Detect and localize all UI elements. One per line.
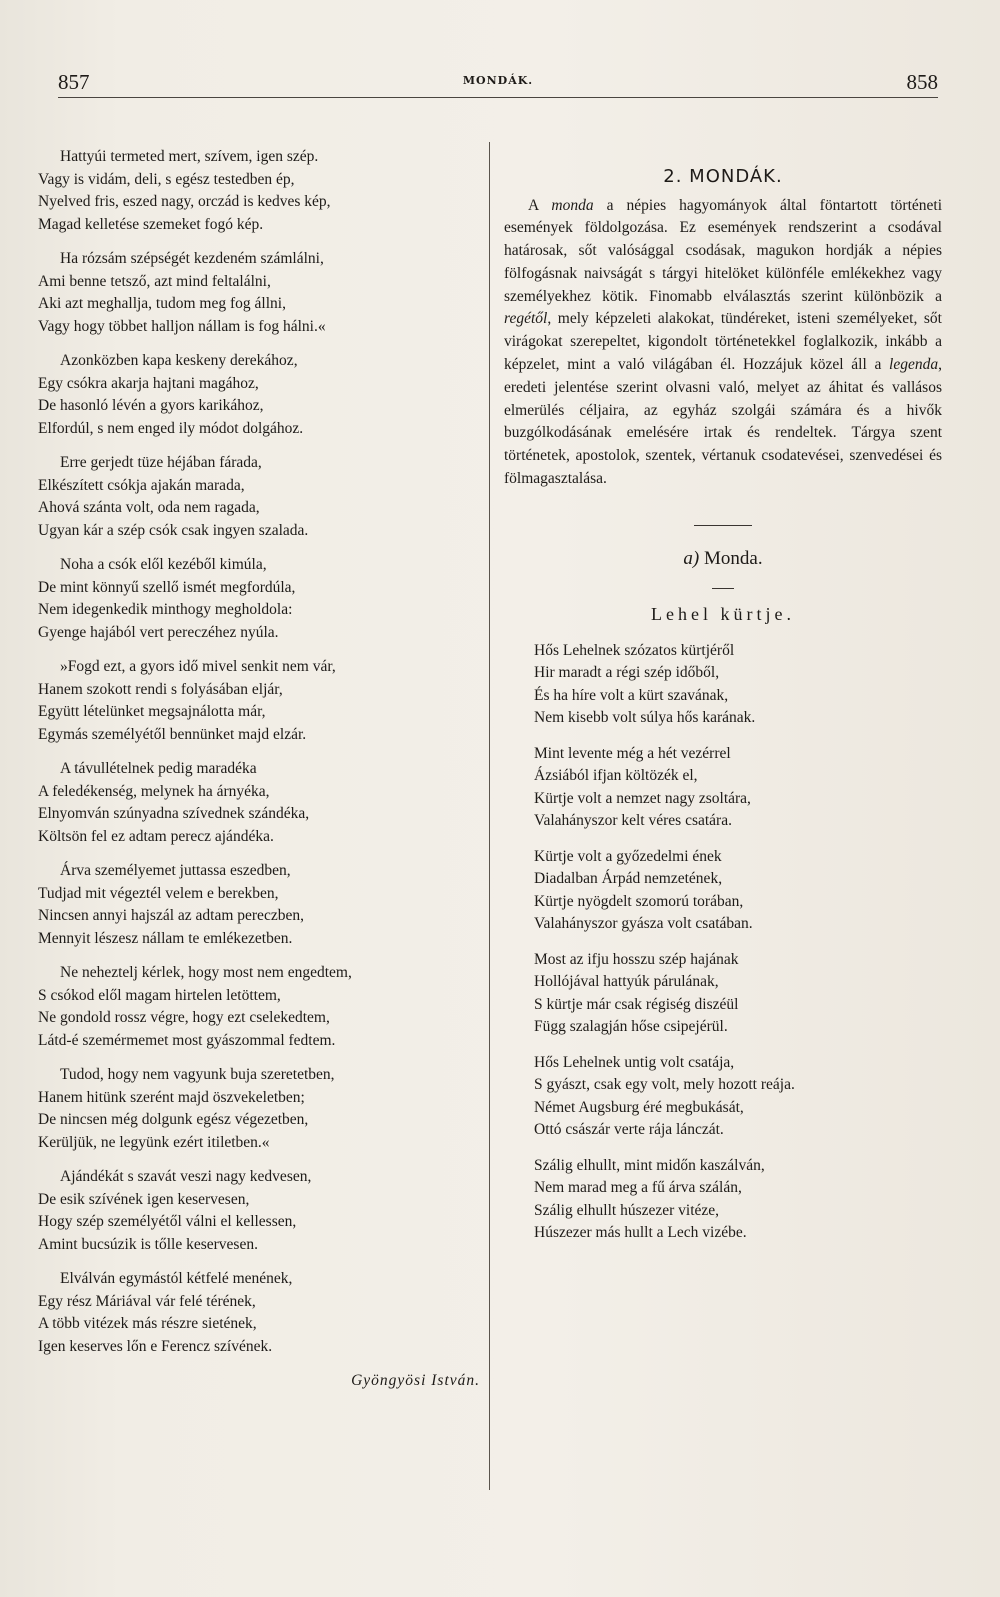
verse-line: Elkészített csókja ajakán marada, — [38, 476, 245, 494]
verse-line: Ne neheztelj kérlek, hogy most nem engedtem, — [60, 964, 352, 981]
verse-line: »Fogd ezt, a gyors idő mivel senkit nem vár, — [60, 658, 336, 675]
verse-line: Együtt lételünket megsajnálotta már, — [38, 703, 266, 720]
verse-line: Ottó császár verte rája lánczát. — [534, 1121, 724, 1139]
verse-line: Költsön fel ez adtam perecz ajándéka. — [38, 827, 274, 845]
stanza — [38, 146, 484, 236]
verse-line: Hattyúi termeted mert, szívem, igen szép. — [60, 148, 319, 165]
verse-line: Amint bucsúzik is tőlle keservesen. — [38, 1235, 258, 1253]
verse-line: A több vitézek más részre sietének, — [38, 1315, 257, 1332]
verse-line: Mennyit lészesz nállam te emlékezetben. — [38, 929, 293, 947]
verse-line: Hanem hitünk szerént majd öszvekeletben; — [38, 1088, 305, 1106]
stanza — [38, 860, 484, 950]
column-divider — [489, 142, 490, 1490]
stanza — [38, 758, 484, 848]
verse-line: Elnyomván szúnyadna szívednek szándéka, — [38, 805, 310, 822]
verse-line: Egy csókra akarja hajtani magához, — [38, 374, 259, 392]
verse-line: Látd-é szemérmemet most gyászommal fedtem. — [38, 1031, 336, 1049]
verse-line: Ázsiából ifjan költözék el, — [534, 767, 698, 785]
verse-line: Vagy is vidám, deli, s egész testedben ép, — [38, 170, 295, 188]
verse-line: Valahányszor gyásza volt csatában. — [534, 915, 753, 933]
verse-line: Egymás személyétől bennünket majd elzár. — [38, 725, 307, 743]
stanza — [534, 1155, 942, 1245]
verse-line: Szálig elhullt húszezer vitéze, — [534, 1201, 720, 1219]
stanza — [38, 1166, 484, 1256]
verse-line: S csókod elől magam hirtelen letöttem, — [38, 986, 281, 1004]
running-title: MONDÁK. — [462, 74, 534, 87]
left-column — [38, 146, 484, 1393]
subsection-divider — [712, 588, 734, 589]
verse-line: Ha rózsám szépségét kezdeném számlálni, — [60, 250, 324, 267]
verse-line: Húszezer más hullt a Lech vizébe. — [534, 1224, 747, 1242]
intro-text: A monda a népies hagyományok által föntartott történeti események földolgozása. Ez események rendszerint a csodával határosak, sőt valósággal csodásak, magukon hordják a népies fölfogásnak naivságát s tárgyi hitelöket különféle emlékekhez vagy személyekhez kötik. Finomabb elválasztás szerint különbözik a regétől, mely képzeleti alakokat, tündéreket, isteni személyeket, sőt virágokat szerepeltet, kigondolt történetekkel foglalkozik, inkább a képzelet, mint a való világában él. Hozzájuk közel áll a legenda, eredeti jelentése szerint olvasni való, melyet az áhitat és vallásos elmerülés céljaira, az egyház szolgái számára és a hivők buzgólkodásának emelésére irtak és rendeltek. Tárgya szent történetek, apostolok, szentek, vértanuk csodatevései, szenvedései és fölmagasztalása. — [504, 196, 943, 488]
verse-line: Nem marad meg a fű árva szálán, — [534, 1179, 742, 1197]
stanza — [534, 1052, 942, 1142]
verse-line: Hollójával hattyúk párulának, — [534, 973, 719, 991]
verse-line: Függ szalagján hőse csipejérül. — [534, 1018, 728, 1036]
intro-paragraph — [504, 195, 942, 491]
verse-line: Valahányszor kelt véres csatára. — [534, 812, 732, 830]
section-title: 2. MONDÁK. — [663, 166, 783, 187]
right-column — [504, 146, 942, 1258]
verse-line: Ne gondold rossz végre, hogy ezt cselekedtem, — [38, 1009, 330, 1026]
verse-line: Ahová szánta volt, oda nem ragada, — [38, 499, 260, 516]
verse-line: Hir maradt a régi szép időből, — [534, 664, 720, 682]
stanza — [38, 1268, 484, 1358]
page-number-left: 857 — [58, 70, 90, 94]
verse-line: Hős Lehelnek szózatos kürtjéről — [534, 641, 735, 659]
verse-line: Egy rész Máriával vár felé térének, — [38, 1292, 256, 1310]
poem-title: Lehel kürtje. — [651, 604, 795, 625]
right-poem — [504, 640, 942, 1245]
stanza — [534, 743, 942, 833]
verse-line: S gyászt, csak egy volt, mely hozott reája. — [534, 1076, 795, 1094]
verse-line: Tudod, hogy nem vagyunk buja szeretetben, — [60, 1066, 335, 1083]
subsection-label: a) — [683, 547, 700, 569]
verse-line: A távullételnek pedig maradéka — [60, 760, 257, 777]
verse-line: Most az ifju hosszu szép hajának — [534, 950, 739, 968]
verse-line: Hogy szép személyétől válni el kellessen, — [38, 1213, 297, 1230]
verse-line: Kürtje nyögdelt szomorú torában, — [534, 892, 744, 910]
verse-line: Noha a csók elől kezéből kimúla, — [60, 556, 267, 573]
page-number-right: 858 — [906, 70, 938, 94]
verse-line: A feledékenség, melynek ha árnyéka, — [38, 782, 270, 800]
stanza — [534, 640, 942, 730]
verse-line: Elválván egymástól kétfelé menének, — [60, 1270, 293, 1287]
verse-line: Ajándékát s szavát veszi nagy kedvesen, — [60, 1168, 312, 1185]
verse-line: Nem idegenkedik minthogy megholdola: — [38, 601, 293, 618]
verse-line: Aki azt meghallja, tudom meg fog állni, — [38, 295, 286, 312]
verse-line: Magad kelletése szemeket fogó kép. — [38, 215, 264, 233]
verse-line: De nincsen még dolgunk egész végezetben, — [38, 1111, 309, 1128]
verse-line: Ugyan kár a szép csók csak ingyen szalada. — [38, 521, 309, 539]
left-poem — [38, 146, 484, 1358]
verse-line: Nyelved fris, eszed nagy, orczád is kedves kép, — [38, 193, 331, 210]
subsection-heading — [504, 548, 942, 571]
verse-line: Hős Lehelnek untig volt csatája, — [534, 1053, 735, 1071]
page-header — [58, 62, 938, 102]
verse-line: S kürtje már csak régiség diszéül — [534, 995, 739, 1013]
verse-line: Német Augsburg éré megbukását, — [534, 1098, 744, 1116]
stanza — [38, 248, 484, 338]
verse-line: Vagy hogy többet halljon nállam is fog hálni.« — [38, 317, 326, 335]
stanza — [38, 350, 484, 440]
header-rule — [58, 97, 938, 98]
stanza — [38, 1064, 484, 1154]
stanza — [38, 656, 484, 746]
stanza — [534, 846, 942, 936]
verse-line: Kürtje volt a győzedelmi ének — [534, 847, 722, 865]
stanza — [534, 949, 942, 1039]
verse-line: Szálig elhullt, mint midőn kaszálván, — [534, 1156, 765, 1174]
author-signature: Gyöngyösi István. — [351, 1372, 480, 1389]
verse-line: És ha híre volt a kürt szavának, — [534, 686, 729, 704]
verse-line: Tudjad mit végeztél velem e berekben, — [38, 884, 279, 902]
verse-line: Árva személyemet juttassa eszedben, — [60, 862, 291, 879]
verse-line: Nem kisebb volt súlya hős karának. — [534, 709, 756, 727]
verse-line: Nincsen annyi hajszál az adtam pereczben, — [38, 907, 304, 924]
verse-line: Erre gerjedt tüze héjában fárada, — [60, 454, 262, 471]
verse-line: De hasonló lévén a gyors karikához, — [38, 397, 264, 414]
verse-line: Hanem szokott rendi s folyásában eljár, — [38, 680, 283, 698]
stanza — [38, 554, 484, 644]
verse-line: De mint könnyű szellő ismét megfordúla, — [38, 578, 296, 596]
stanza — [38, 962, 484, 1052]
stanza — [38, 452, 484, 542]
verse-line: Ami benne tetsző, azt mind feltalálni, — [38, 272, 271, 290]
verse-line: Mint levente még a hét vezérrel — [534, 744, 731, 762]
verse-line: Azonközben kapa keskeny derekához, — [60, 352, 298, 369]
verse-line: De esik szívének igen keservesen, — [38, 1190, 250, 1208]
verse-line: Igen keserves lőn e Ferencz szívének. — [38, 1337, 273, 1355]
subsection-title: Monda. — [704, 547, 763, 569]
verse-line: Gyenge hajából vert pereczéhez nyúla. — [38, 623, 279, 641]
section-divider — [694, 525, 752, 526]
verse-line: Kerüljük, ne legyünk ezért itiletben.« — [38, 1133, 270, 1151]
verse-line: Diadalban Árpád nemzetének, — [534, 870, 723, 888]
verse-line: Kürtje volt a nemzet nagy zsoltára, — [534, 789, 751, 807]
verse-line: Elfordúl, s nem enged ily módot dolgához. — [38, 419, 304, 437]
